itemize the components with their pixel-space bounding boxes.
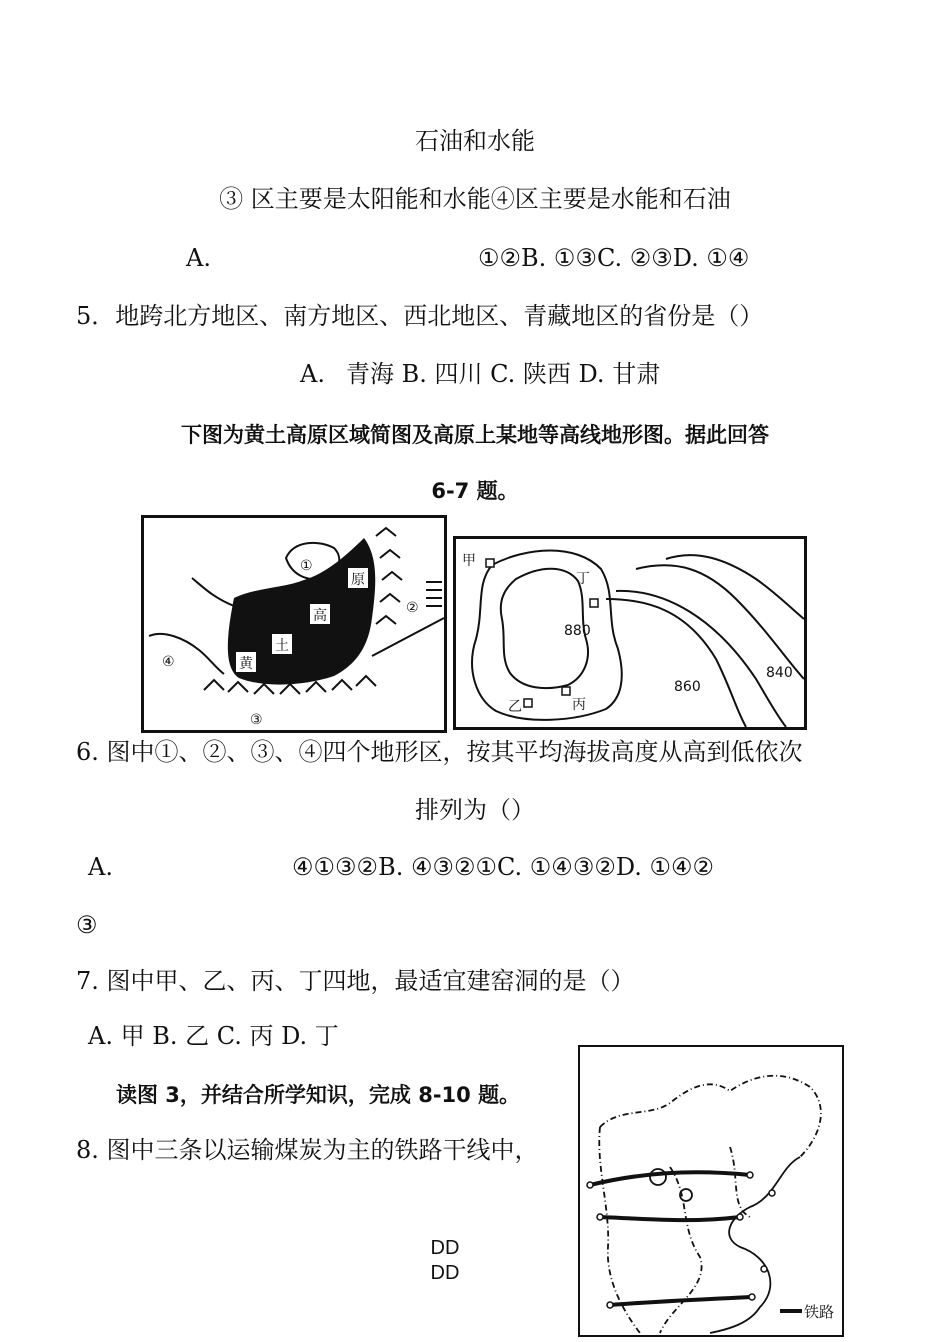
intro-8-10: 读图 3，并结合所学知识，完成 8-10 题。 bbox=[116, 1083, 521, 1107]
footer-line2: DD bbox=[430, 1262, 460, 1284]
place-yi-marker bbox=[524, 699, 532, 707]
label-huang: 黄 bbox=[239, 656, 253, 672]
loess-plateau-map bbox=[141, 515, 447, 733]
q5-options: 青海 B. 四川 C. 陕西 D. 甘肃 bbox=[346, 360, 661, 388]
q4-line2: ③ 区主要是太阳能和水能④区主要是水能和石油 bbox=[219, 185, 731, 213]
label-tu: 土 bbox=[275, 638, 289, 654]
place-ding: 丁 bbox=[576, 571, 590, 587]
footer-line1: DD bbox=[430, 1237, 460, 1259]
contour-label-880: 880 bbox=[564, 623, 591, 639]
river-north bbox=[192, 578, 234, 606]
q6-stem2: 排列为（） bbox=[415, 796, 535, 824]
place-jia-marker bbox=[486, 559, 494, 567]
contour-label-860: 860 bbox=[674, 679, 701, 695]
q4-option-a-label: A. bbox=[186, 244, 211, 272]
q6-options: ④①③②B. ④③②①C. ①④③②D. ①④② bbox=[292, 853, 715, 881]
place-bing-marker bbox=[562, 687, 570, 695]
place-ding-marker bbox=[590, 599, 598, 607]
region-2-hatch bbox=[426, 582, 442, 606]
q4-options: ①②B. ①③C. ②③D. ①④ bbox=[478, 244, 750, 272]
q7-stem: 7. 图中甲、乙、丙、丁四地，最适宜建窑洞的是（） bbox=[76, 967, 635, 995]
q6-stem: 6. 图中①、②、③、④四个地形区，按其平均海拔高度从高到低依次 bbox=[76, 738, 803, 766]
province-borders bbox=[599, 1076, 821, 1333]
label-region-3: ③ bbox=[250, 712, 263, 728]
zoom-connector bbox=[372, 618, 444, 656]
loess-plateau-map-svg bbox=[144, 518, 444, 730]
q6-option-a-label: A. bbox=[88, 853, 113, 881]
legend-railway-label: 铁路 bbox=[804, 1303, 835, 1321]
q5-stem: 5．地跨北方地区、南方地区、西北地区、青藏地区的省份是（） bbox=[76, 302, 764, 330]
label-region-4: ④ bbox=[162, 654, 175, 670]
label-region-1: ① bbox=[300, 558, 313, 574]
label-yuan: 原 bbox=[351, 572, 365, 588]
river-west bbox=[149, 634, 224, 674]
place-yi: 乙 bbox=[508, 699, 522, 715]
place-jia: 甲 bbox=[462, 553, 476, 569]
place-bing: 丙 bbox=[572, 697, 586, 713]
railway-map-svg bbox=[580, 1047, 842, 1335]
label-gao: 高 bbox=[313, 608, 327, 624]
intro-6-7-line2: 6-7 题。 bbox=[431, 479, 519, 503]
q8-stem: 8. 图中三条以运输煤炭为主的铁路干线中， bbox=[76, 1136, 539, 1164]
intro-6-7-line1: 下图为黄土高原区域简图及高原上某地等高线地形图。据此回答 bbox=[181, 423, 769, 447]
railway-map bbox=[578, 1045, 844, 1337]
contour-map bbox=[453, 536, 807, 730]
q6-options-wrap: ③ bbox=[76, 911, 98, 939]
q5-option-a-label: A. bbox=[300, 360, 325, 388]
contour-map-svg bbox=[456, 539, 804, 727]
q7-options: A. 甲 B. 乙 C. 丙 D. 丁 bbox=[88, 1022, 339, 1050]
q4-line1: 石油和水能 bbox=[415, 127, 535, 155]
contour-label-840: 840 bbox=[766, 665, 793, 681]
label-region-2: ② bbox=[406, 600, 419, 616]
